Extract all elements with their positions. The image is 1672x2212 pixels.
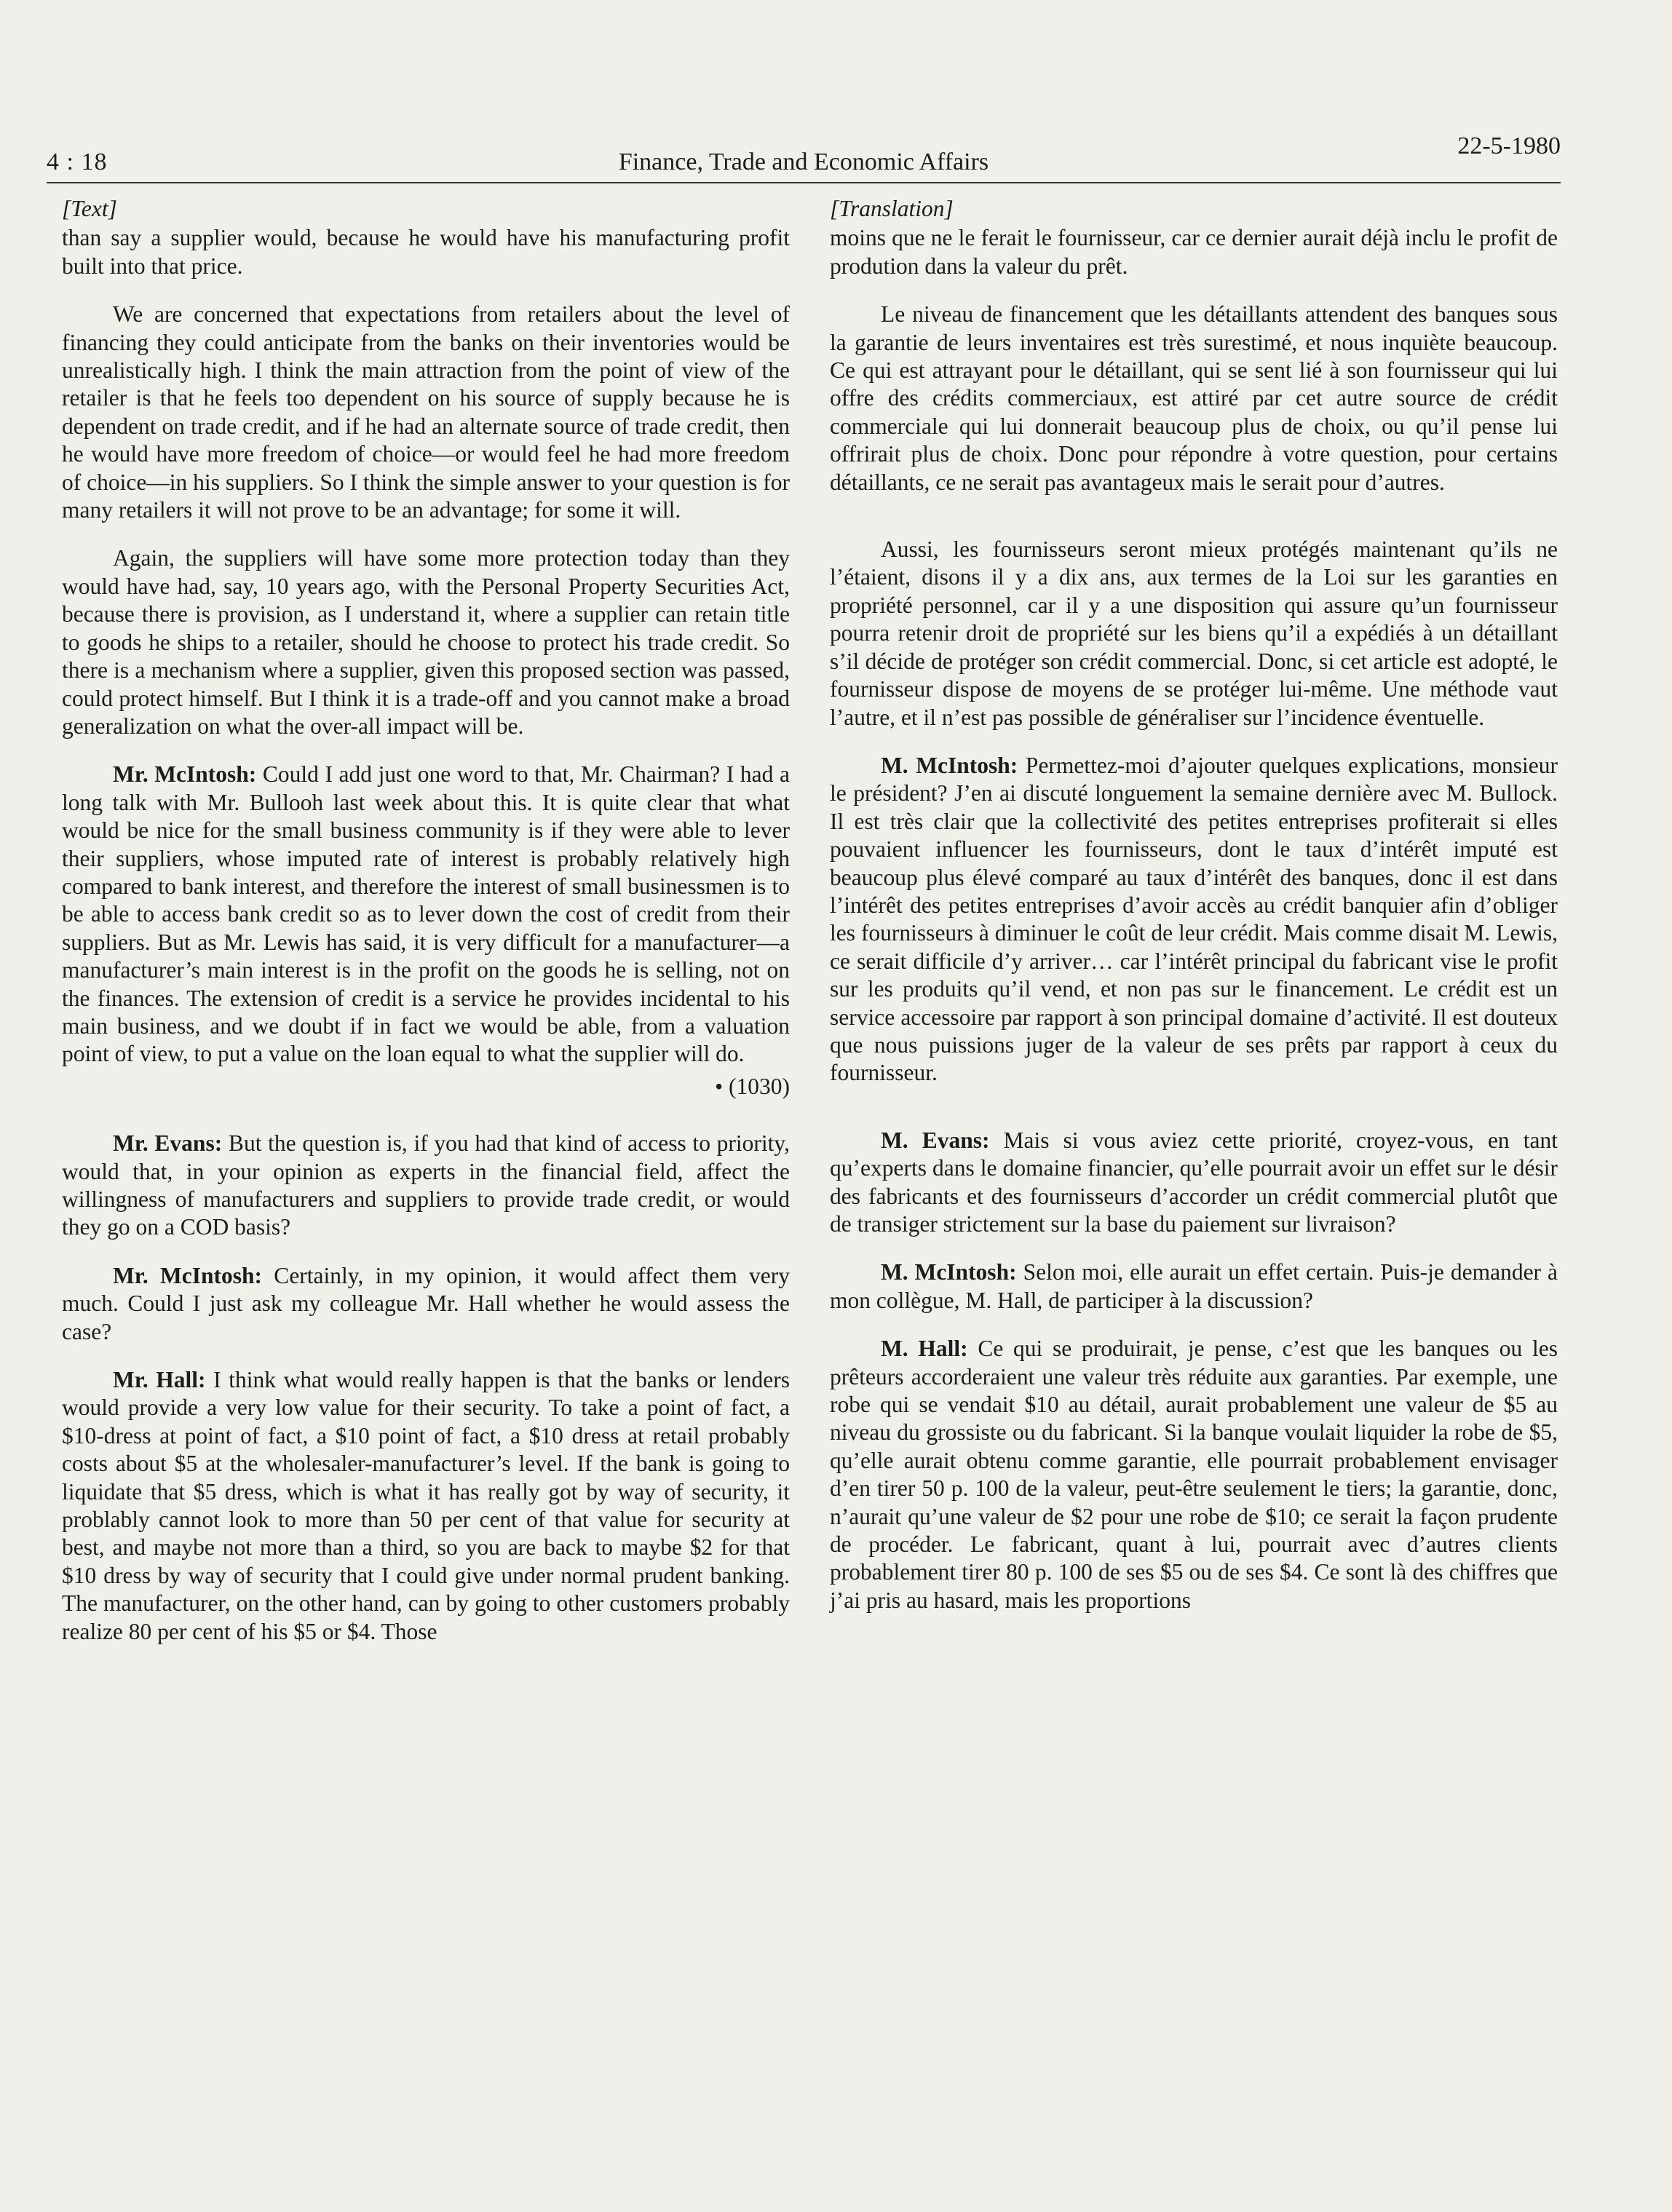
speech-paragraph [62,1262,790,1346]
speaker-name: Mr. McIntosh: [113,761,257,788]
speech-paragraph [62,1366,790,1646]
speaker-name: M. McIntosh: [881,1259,1017,1285]
paragraph: Aussi, les fournisseurs seront mieux protégés maintenant qu’ils ne l’étaient, disons il y a dix ans, aux termes de la Loi sur les garanties en propriété personnel, car il y a une disposition qui assure qu’un fournisseur pourra retenir droit de propriété sur les biens qu’il a expédiés à un détaillant s’il décide de protéger son crédit commercial. Donc, si cet article est adopté, le fournisseur dispose de moyens de se protéger lui-même. Une méthode vaut l’autre, et il n’est pas possible de généraliser sur l’incidence éventuelle. [830,536,1558,730]
running-title: Finance, Trade and Economic Affairs [618,148,989,175]
speech-text: Selon moi, elle aurait un effet certain. Puis-je demander à mon collègue, M. Hall, de participer à la discussion? [830,1259,1558,1313]
paragraph: moins que ne le ferait le fournisseur, car ce dernier aurait déjà inclu le profit de prodution dans la valeur du prêt. [830,225,1558,279]
speaker-name: M. McIntosh: [881,752,1018,778]
speech-text: Permettez-moi d’ajouter quelques explications, monsieur le président? J’en ai discuté longuement la semaine dernière avec M. Bullock. Il est très clair que la collectivité des petites entreprises profiterait si elles pouvaient influencer les fournisseurs, dont le taux d’intérêt imputé est beaucoup plus élevé comparé au taux d’intérêt des banques, donc il est dans l’intérêt des petites entreprises d’avoir accès au crédit banquier afin d’obliger les fournisseurs à diminuer le coût de leur crédit. Mais comme disait M. Lewis, ce serait difficile d’y arriver… car l’intérêt principal du fabricant vise le profit sur les produits qu’il vend, et non pas sur le financement. Le crédit est un service accessoire par rapport à son principal domaine d’activité. Il est douteux que nous puissions juger de la valeur de ses prêts par rapport à ceux du fournisseur. [830,752,1558,1086]
speech-paragraph [62,761,790,1068]
paragraph: We are concerned that expectations from retailers about the level of financing they could anticipate from the banks on their inventories would be unrealistically high. I think the main attraction from the point of view of the retailer is that he feels too dependent on his source of supply because he is dependent on trade credit, and if he had an alternate source of trade credit, then he would have more freedom of choice—or would feel he had more freedom of choice—in his suppliers. So I think the simple answer to your question is for many retailers it will not prove to be an advantage; for some it will. [62,301,790,523]
speaker-name: Mr. Evans: [113,1130,223,1157]
column-label: [Translation] [830,196,954,221]
speaker-name: M. Evans: [881,1127,990,1153]
paragraph: Le niveau de financement que les détaillants attendent des banques sous la garantie de leurs inventaires est très surestimé, et nous inquiète beaucoup. Ce qui est attrayant pour le détaillant, qui se sent lié à son fournisseur qui lui offre des crédits commerciaux, est attiré par cet autre source de crédit commerciale qui lui donnerait beaucoup plus de choix, ou qu’il pense lui offrirait plus de choix. Donc pour répondre à votre question, pour certains détaillants, ce ne serait pas avantageux mais le serait pour d’autres. [830,301,1558,495]
speech-paragraph [62,1130,790,1242]
speech-text: Ce qui se produirait, je pense, c’est que les banques ou les prêteurs accorderaient une valeur très réduite aux garanties. Par exemple, une robe qui se vendait $10 au détail, aurait probablement une valeur de $5 au niveau du grossiste ou du fabricant. Si la banque voulait liquider la robe de $5, qu’elle aurait obtenu comme garantie, elle pourrait probablement envisager d’en tirer 50 p. 100 de la valeur, peut-être seulement le tiers; la garantie, donc, n’aurait qu’une valeur de $2 pour une robe de $10; ce serait la façon prudente de procéder. Le fabricant, quant à lui, pourrait avec d’autres clients probablement tirer 80 p. 100 de ses $5 ou de ses $4. Ce sont là des chiffres que j’ai pris au hasard, mais les proportions [830,1336,1558,1613]
speech-paragraph [830,1258,1558,1315]
page-number: 4 : 18 [47,148,108,175]
speech-paragraph [830,1335,1558,1614]
speaker-name: M. Hall: [881,1336,968,1362]
speech-text: Mais si vous aviez cette priorité, croyez-vous, en tant qu’experts dans le domaine financier, qu’elle pourrait avoir un effet sur le désir des fabricants et des fournisseurs d’accorder un crédit commercial plutôt que de transiger strictement sur la base du paiement sur livraison? [830,1127,1558,1237]
time-marker: • (1030) [715,1073,790,1099]
speech-paragraph [830,752,1558,1087]
speech-text: Could I add just one word to that, Mr. Chairman? I had a long talk with Mr. Bullooh last week about this. It is quite clear that what would be nice for the small business community is if they were able to lever their suppliers, whose imputed rate of interest is probably relatively high compared to bank interest, and therefore the interest of small businessmen is to be able to access bank credit so as to lever down the cost of credit from their suppliers. But as Mr. Lewis has said, it is very difficult for a manufacturer—a manufacturer’s main interest is in the profit on the goods he is selling, not on the finances. The extension of credit is a service he provides incidental to his main business, and we doubt if in fact we would be able, from a valuation point of view, to put a value on the loan equal to what the supplier will do. [62,761,790,1067]
speaker-name: Mr. Hall: [113,1367,206,1393]
paragraph: Again, the suppliers will have some more protection today than they would have had, say, 10 years ago, with the Personal Property Securities Act, because there is provision, as I understand it, where a supplier can retain title to goods he ships to a retailer, should he choose to protect his trade credit. So there is a mechanism where a supplier, given this proposed section was passed, could protect himself. But I think it is a trade-off and you cannot make a broad generalization on what the over-all impact will be. [62,545,790,739]
english-column [62,195,790,1646]
speech-text: Certainly, in my opinion, it would affect them very much. Could I just ask my colleague Mr. Hall whether he would assess the case? [62,1262,790,1344]
page-header [47,102,1561,183]
column-label: [Text] [62,196,117,221]
speech-text: But the question is, if you had that kind of access to priority, would that, in your opinion as experts in the financial field, affect the willingness of manufacturers and suppliers to provide trade credit, or would they go on a COD basis? [62,1130,790,1240]
speech-paragraph [830,1127,1558,1239]
paragraph: than say a supplier would, because he would have his manufacturing profit built into that price. [62,225,790,279]
speech-text: I think what would really happen is that the banks or lenders would provide a very low value for their security. To take a point of fact, a $10-dress at point of fact, a $10 point of fact, a $10 dress at retail probably costs about $5 at the wholesaler-manufacturer’s level. If the bank is going to liquidate that $5 dress, which is what it has really got by way of security, it problably cannot look to more than 50 per cent of that value for security at best, and maybe not more than a third, so you are back to maybe $2 for that $10 dress by way of security that I could give under normal prudent banking. The manufacturer, on the other hand, can by going to other customers probably realize 80 per cent of his $5 or $4. Those [62,1367,790,1644]
french-column [830,195,1558,1614]
header-date: 22-5-1980 [1457,132,1561,159]
speaker-name: Mr. McIntosh: [113,1262,262,1288]
